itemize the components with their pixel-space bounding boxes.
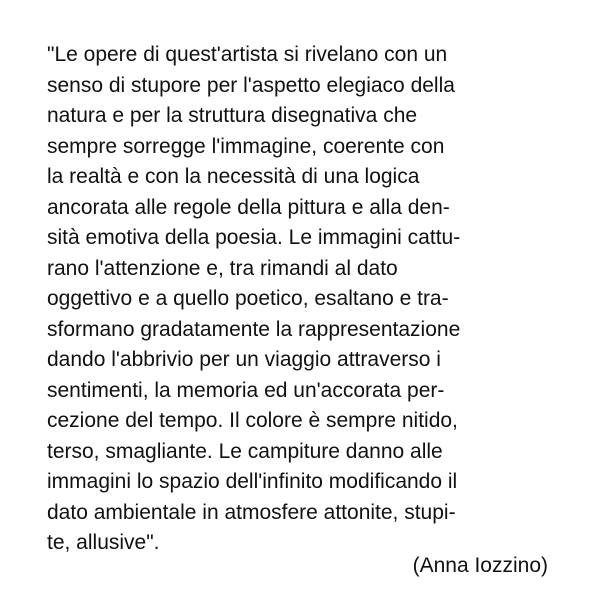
- quote-line-13: cezione del tempo. Il colore è sempre nitido,: [47, 409, 458, 432]
- quote-line-6: ancorata alle regole della pittura e alla den-: [47, 195, 450, 219]
- quote-line-4: sempre sorregge l'immagine, coerente con: [47, 134, 445, 158]
- quote-line-17: te, allusive".: [47, 531, 160, 554]
- quote-line-11: dando l'abbrivio per un viaggio attraverso i: [47, 348, 441, 371]
- quote-line-8: rano l'attenzione e, tra rimandi al dato: [47, 256, 398, 280]
- quote-line-1: "Le opere di quest'artista si rivelano con un: [47, 43, 448, 66]
- quote-line-9: oggettivo e a quello poetico, esaltano e tra-: [47, 287, 449, 310]
- attribution: (Anna Iozzino): [412, 554, 548, 577]
- quote-line-12: sentimenti, la memoria ed un'accorata per-: [47, 378, 445, 402]
- quote-line-16: dato ambientale in atmosfere attonite, stupi-: [47, 500, 456, 524]
- quote-line-14: terso, smagliante. Le campiture danno alle: [47, 439, 443, 463]
- quote-line-2: senso di stupore per l'aspetto elegiaco della: [47, 73, 455, 97]
- quote-line-5: la realtà e con la necessità di una logica: [47, 165, 420, 188]
- quote-text: [47, 40, 557, 559]
- quote-line-15: immagini lo spazio dell'infinito modificando il: [47, 470, 458, 493]
- quote-line-10: sformano gradatamente la rappresentazione: [47, 317, 461, 341]
- quote-line-3: natura e per la struttura disegnativa che: [47, 104, 418, 127]
- quote-line-7: sità emotiva della poesia. Le immagini cattu-: [47, 226, 461, 249]
